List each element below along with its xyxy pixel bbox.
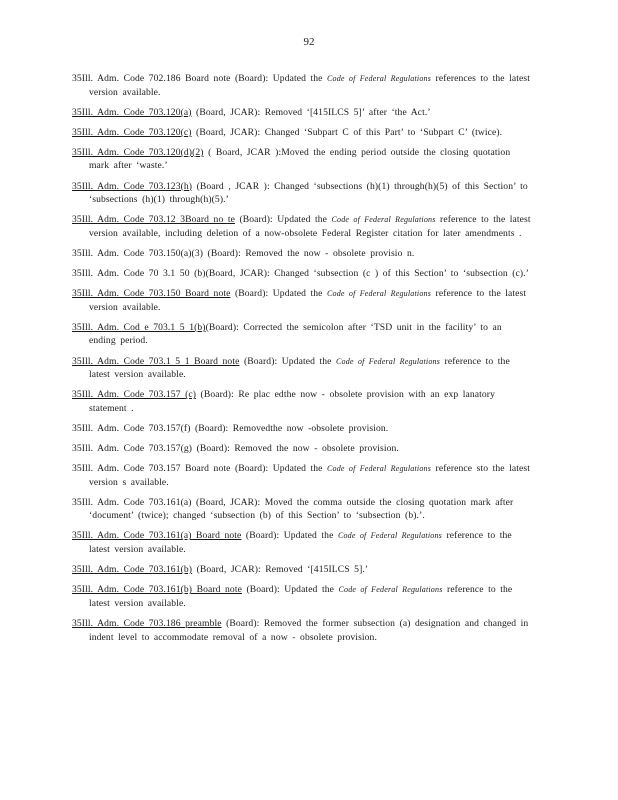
code-citation: 35Ill. Adm. Code 703.123(h) bbox=[72, 180, 193, 192]
code-citation: 35Ill. Adm. Code 703.161(a) Board note bbox=[72, 530, 242, 542]
code-citation: 35Ill. Adm. Code 703.150 Board note bbox=[72, 288, 231, 300]
cfr-title: Code of Federal Regulations bbox=[335, 356, 441, 366]
cfr-title: Code of Federal Regulations bbox=[326, 74, 432, 83]
entry-text-rest: reference to the latest version available. bbox=[89, 584, 513, 609]
entry-text: (Board, JCAR): Removed ‘[415ILCS 5].’ bbox=[192, 564, 369, 576]
cfr-title: Code of Federal Regulations bbox=[326, 289, 432, 299]
code-citation: 35Ill. Adm. Code 703.186 preamble bbox=[72, 617, 222, 629]
page-number: 92 bbox=[303, 36, 315, 48]
code-citation: 35Ill. Adm. Code 703.120(a) bbox=[72, 106, 192, 118]
list-item bbox=[72, 422, 532, 436]
entry-text: (Board): Updated the bbox=[230, 73, 327, 84]
code-citation: 35Ill. Adm. Code 703.157(g) bbox=[72, 442, 193, 454]
code-citation: 35Ill. Adm. Code 703.161(b) Board note bbox=[72, 584, 242, 596]
code-citation: 35Ill. Adm. Code 703.161(a) bbox=[72, 496, 192, 508]
list-item bbox=[72, 247, 532, 261]
list-item bbox=[72, 213, 532, 240]
list-item bbox=[72, 442, 532, 456]
entry-text-rest: reference sto the latest version s available. bbox=[89, 463, 530, 488]
entry-text: (Board): Updated the bbox=[241, 584, 339, 596]
cfr-title: Code of Federal Regulations bbox=[337, 531, 442, 541]
entry-text: (Board): Re plac edthe now - obsolete provision with an exp lanatory statement . bbox=[89, 389, 495, 414]
entry-text: (Board): Updated the bbox=[234, 214, 332, 226]
list-item bbox=[72, 146, 532, 173]
entry-text: (Board): Updated the bbox=[230, 288, 327, 300]
list-item bbox=[72, 180, 532, 207]
entry-text: (Board): Removedthe now -obsolete provision. bbox=[190, 422, 389, 434]
entry-text-rest: reference to the latest version available. bbox=[89, 530, 512, 556]
entry-text: (Board): Updated the bbox=[239, 355, 336, 367]
list-item bbox=[72, 267, 532, 281]
code-citation: 35Ill. Adm. Code 703.157(f) bbox=[72, 422, 191, 434]
entry-text: (Board, JCAR): Changed ‘subsection (c ) of this Section’ to ‘subsection (c).’ bbox=[205, 268, 529, 280]
code-citation: 35Ill. Adm. Code 703.157 (c) bbox=[72, 389, 197, 401]
code-citation: 35Ill. Adm. Code 703.1 5 1 Board note bbox=[72, 355, 240, 367]
code-citation: 35Ill. Adm. Code 703.12 3Board no te bbox=[72, 214, 235, 226]
list-item bbox=[72, 583, 532, 610]
entry-text: ( Board, JCAR ):Moved the ending period outside the closing quotation mark after ‘waste.’ bbox=[89, 146, 511, 172]
list-item bbox=[72, 462, 532, 489]
entry-text-rest: references to the latest version available. bbox=[89, 73, 530, 98]
list-item bbox=[72, 355, 532, 382]
list-item bbox=[72, 563, 532, 577]
entry-text-rest: reference to the latest version available. bbox=[89, 355, 510, 381]
entry-text: (Board): Updated the bbox=[241, 530, 338, 542]
code-citation: 35Ill. Adm. Code 70 3.1 50 (b) bbox=[72, 268, 206, 280]
entry-text: (Board): Corrected the semicolon after ‘TSD unit in the facility’ to an ending period. bbox=[89, 321, 502, 347]
code-citation: 35Ill. Adm. Cod e 703.1 5 1(b) bbox=[72, 321, 206, 333]
entry-text: (Board, JCAR): Removed ‘[415ILCS 5]’ after ‘the Act.’ bbox=[191, 106, 431, 118]
code-citation: 35Ill. Adm. Code 703.120(c) bbox=[72, 126, 192, 138]
entry-text: (Board): Removed the now - obsolete provision. bbox=[192, 442, 399, 454]
entry-text: (Board, JCAR): Moved the comma outside the closing quotation mark after ‘document’ (twice); changed ‘subsection (b) of this Section’ to ‘subsection (b).’. bbox=[89, 496, 514, 522]
list-item bbox=[72, 106, 532, 120]
code-citation: 35Ill. Adm. Code 703.150(a)(3) bbox=[72, 247, 204, 259]
list-item bbox=[72, 287, 532, 314]
entry-text-rest: reference to the latest version available, including deletion of a now-obsolete Federal Register citation for later amendments . bbox=[89, 214, 531, 239]
list-item bbox=[72, 496, 532, 523]
list-item bbox=[72, 617, 532, 644]
list-item bbox=[72, 126, 532, 140]
code-citation: 35Ill. Adm. Code 703.157 Board note bbox=[72, 463, 231, 475]
code-citation: 35Ill. Adm. Code 702.186 Board note bbox=[72, 73, 231, 84]
entry-text: (Board, JCAR): Changed ‘Subpart C of this Part’ to ‘Subpart C’ (twice). bbox=[191, 126, 503, 138]
change-log-list bbox=[72, 72, 532, 651]
code-citation: 35Ill. Adm. Code 703.161(b) bbox=[72, 564, 193, 576]
cfr-title: Code of Federal Regulations bbox=[331, 215, 436, 225]
list-item bbox=[72, 529, 532, 556]
entry-text: (Board , JCAR ): Changed ‘subsections (h)(1) through(h)(5) of this Section’ to ‘subsections (h)(1) through(h)(5).’ bbox=[89, 180, 528, 206]
entry-text: (Board): Removed the now - obsolete provisio n. bbox=[203, 247, 415, 259]
cfr-title: Code of Federal Regulations bbox=[326, 464, 432, 474]
entry-text-rest: reference to the latest version available. bbox=[89, 288, 527, 313]
list-item bbox=[72, 321, 532, 348]
code-citation: 35Ill. Adm. Code 703.120(d)(2) bbox=[72, 146, 204, 158]
entry-text: (Board): Removed the former subsection (a) designation and changed in indent level to accommodate removal of a now - obsolete provision. bbox=[89, 617, 529, 643]
entry-text: (Board): Updated the bbox=[230, 463, 327, 475]
list-item bbox=[72, 72, 532, 99]
cfr-title: Code of Federal Regulations bbox=[338, 585, 443, 595]
list-item bbox=[72, 388, 532, 415]
